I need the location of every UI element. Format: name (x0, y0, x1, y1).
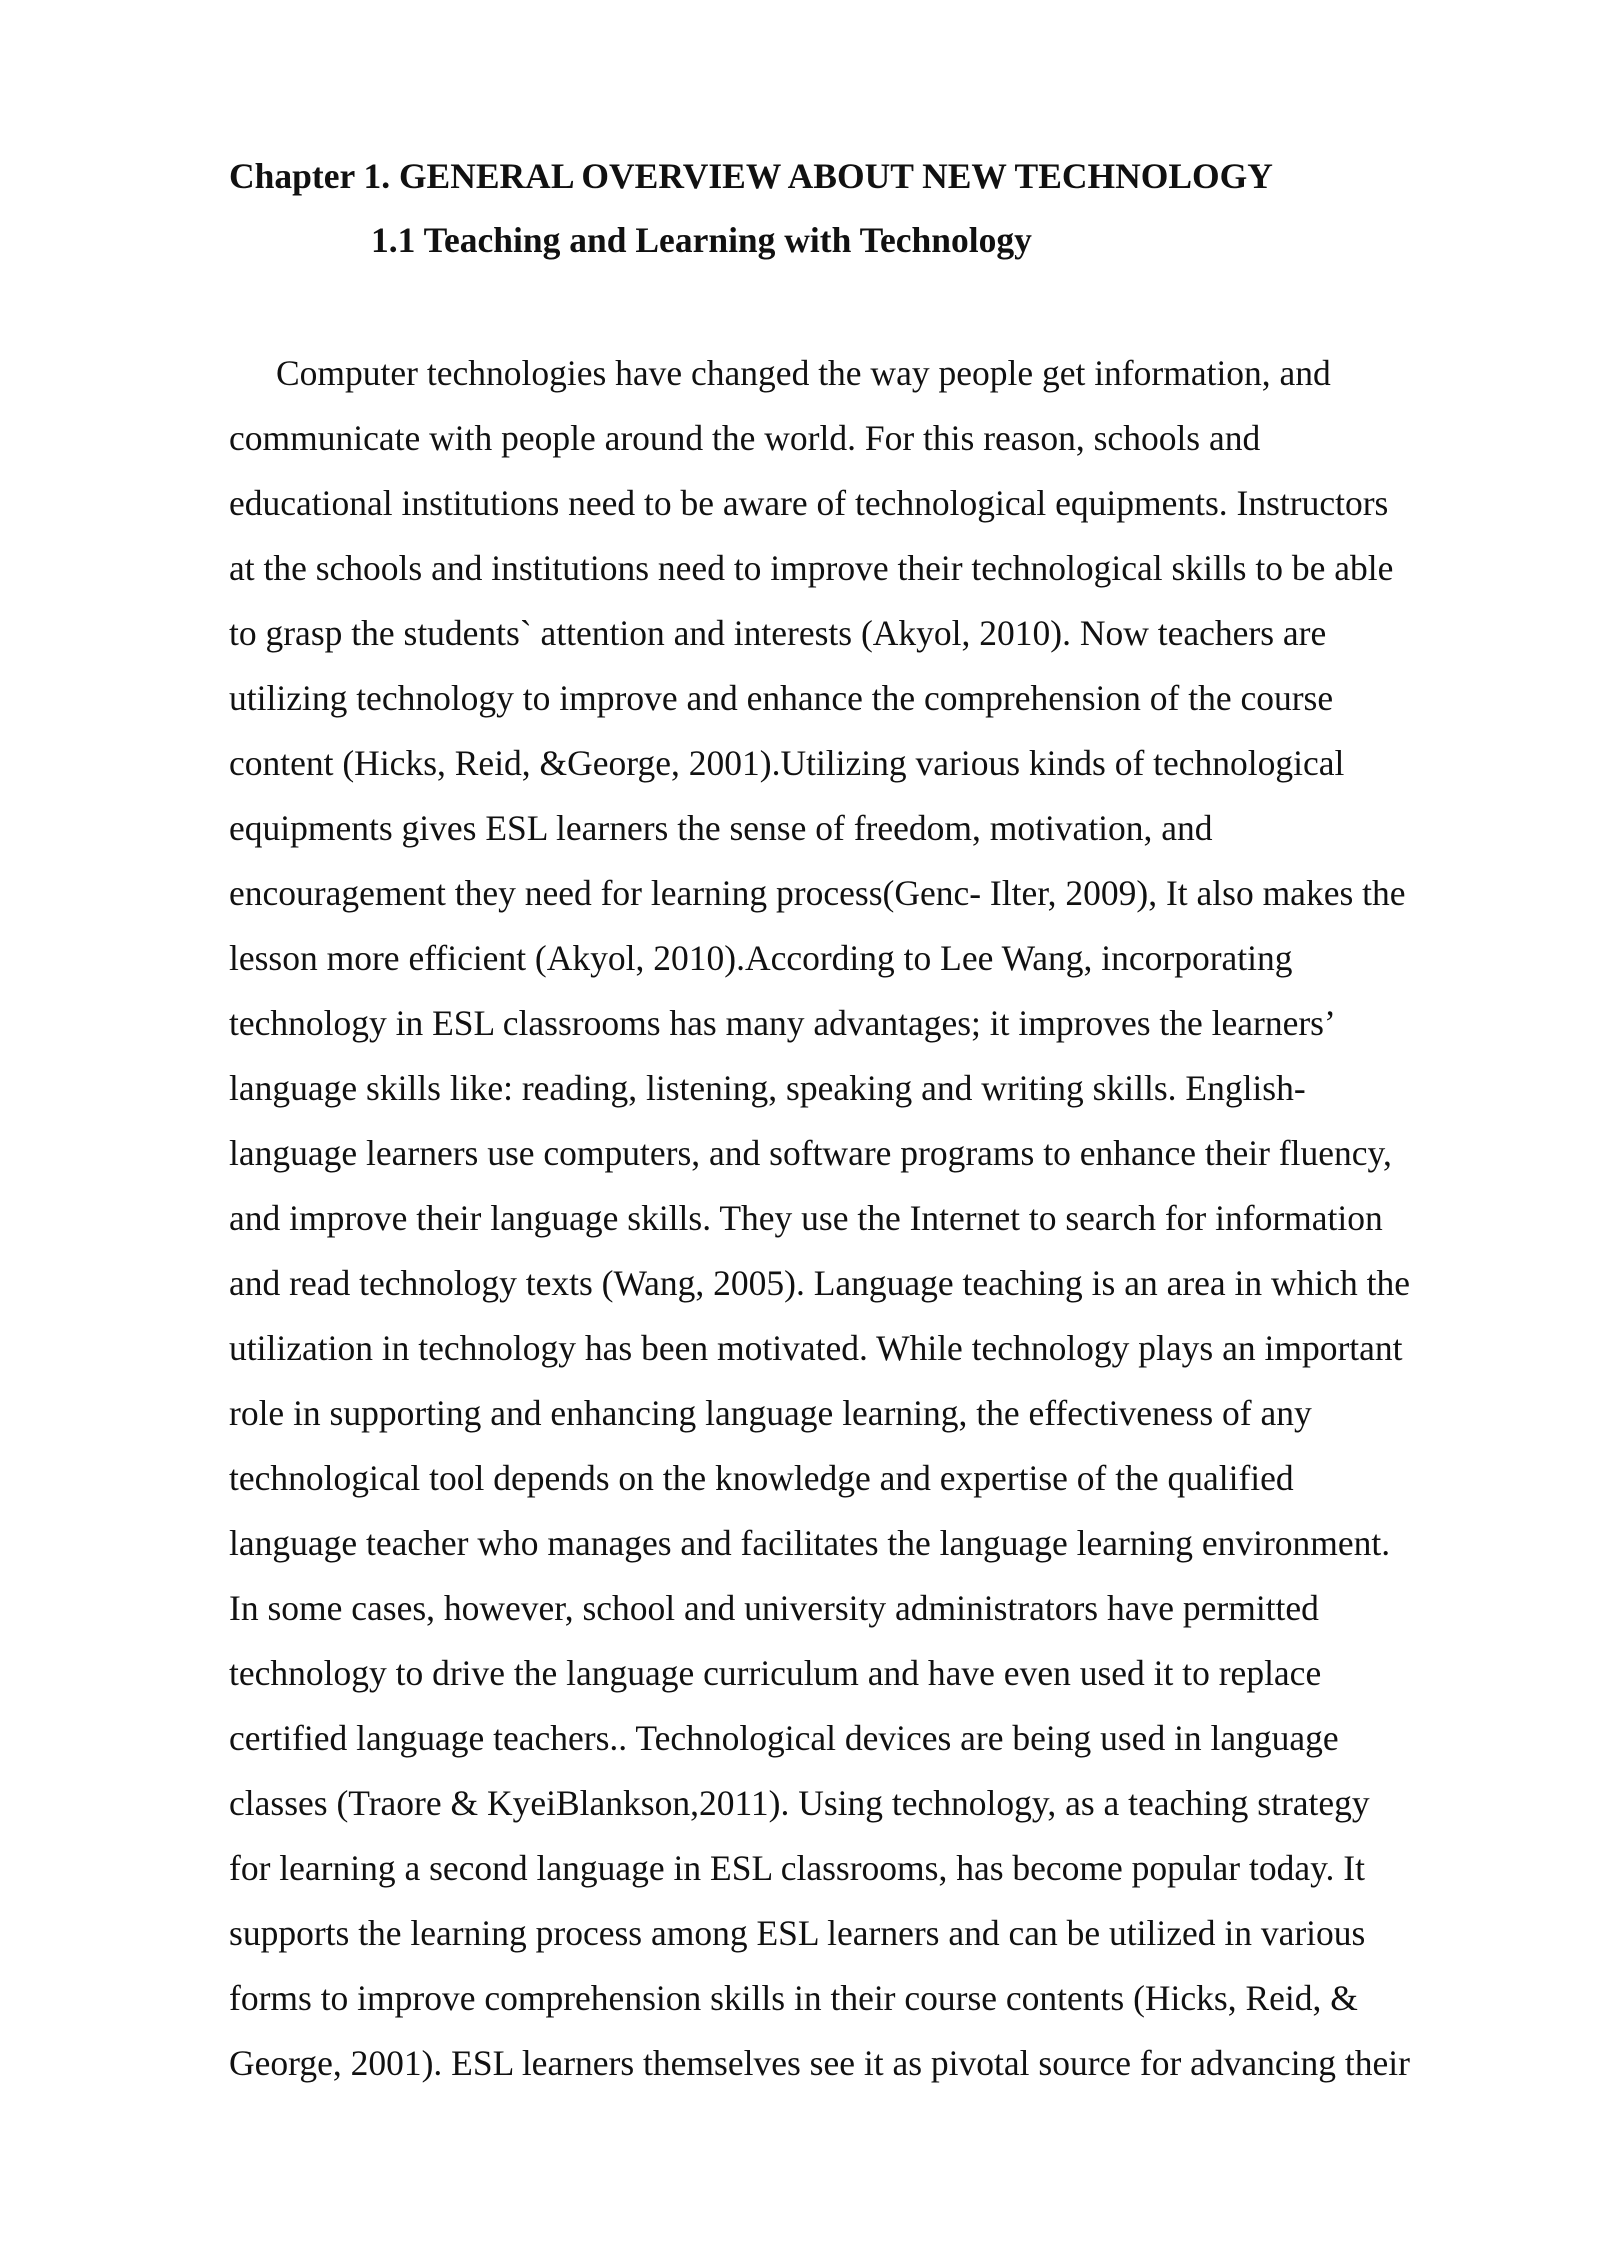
paragraph-line: language learners use computers, and software programs to enhance their fluency, (229, 1133, 1392, 1173)
paragraph-line: In some cases, however, school and university administrators have permitted (229, 1588, 1319, 1628)
paragraph-line: lesson more efficient (Akyol, 2010).According to Lee Wang, incorporating (229, 938, 1293, 978)
paragraph-line: encouragement they need for learning process(Genc- Ilter, 2009), It also makes the (229, 873, 1406, 913)
paragraph-line: technology to drive the language curriculum and have even used it to replace (229, 1653, 1322, 1693)
paragraph-line: supports the learning process among ESL learners and can be utilized in various (229, 1913, 1366, 1953)
paragraph-line: for learning a second language in ESL classrooms, has become popular today. It (229, 1848, 1365, 1888)
paragraph-line: technological tool depends on the knowledge and expertise of the qualified (229, 1458, 1294, 1498)
paragraph-line: equipments gives ESL learners the sense of freedom, motivation, and (229, 808, 1213, 848)
paragraph-line: Computer technologies have changed the way people get information, and (276, 353, 1331, 393)
paragraph-line: forms to improve comprehension skills in their course contents (Hicks, Reid, & (229, 1978, 1358, 2018)
paragraph-line: role in supporting and enhancing language learning, the effectiveness of any (229, 1393, 1312, 1433)
paragraph-line: educational institutions need to be aware of technological equipments. Instructors (229, 483, 1389, 523)
paragraph-line: communicate with people around the world. For this reason, schools and (229, 418, 1261, 458)
paragraph-line: and improve their language skills. They use the Internet to search for information (229, 1198, 1383, 1238)
paragraph-line: content (Hicks, Reid, &George, 2001).Utilizing various kinds of technological (229, 743, 1345, 783)
paragraph-line: George, 2001). ESL learners themselves see it as pivotal source for advancing their (229, 2043, 1410, 2083)
paragraph-line: at the schools and institutions need to improve their technological skills to be able (229, 548, 1394, 588)
chapter-title: Chapter 1. GENERAL OVERVIEW ABOUT NEW TECHNOLOGY (229, 156, 1273, 196)
paragraph-line: utilization in technology has been motivated. While technology plays an important (229, 1328, 1403, 1368)
paragraph-line: technology in ESL classrooms has many advantages; it improves the learners’ (229, 1003, 1336, 1043)
section-title: 1.1 Teaching and Learning with Technology (371, 220, 1032, 260)
paragraph-line: classes (Traore & KyeiBlankson,2011). Using technology, as a teaching strategy (229, 1783, 1370, 1823)
paragraph-line: utilizing technology to improve and enhance the comprehension of the course (229, 678, 1334, 718)
paragraph-line: language skills like: reading, listening, speaking and writing skills. English- (229, 1068, 1306, 1108)
paragraph-line: to grasp the students` attention and interests (Akyol, 2010). Now teachers are (229, 613, 1327, 653)
paragraph-line: certified language teachers.. Technological devices are being used in language (229, 1718, 1339, 1758)
body-paragraph (229, 346, 1529, 2101)
paragraph-line: and read technology texts (Wang, 2005). Language teaching is an area in which the (229, 1263, 1411, 1303)
paragraph-line: language teacher who manages and facilitates the language learning environment. (229, 1523, 1391, 1563)
